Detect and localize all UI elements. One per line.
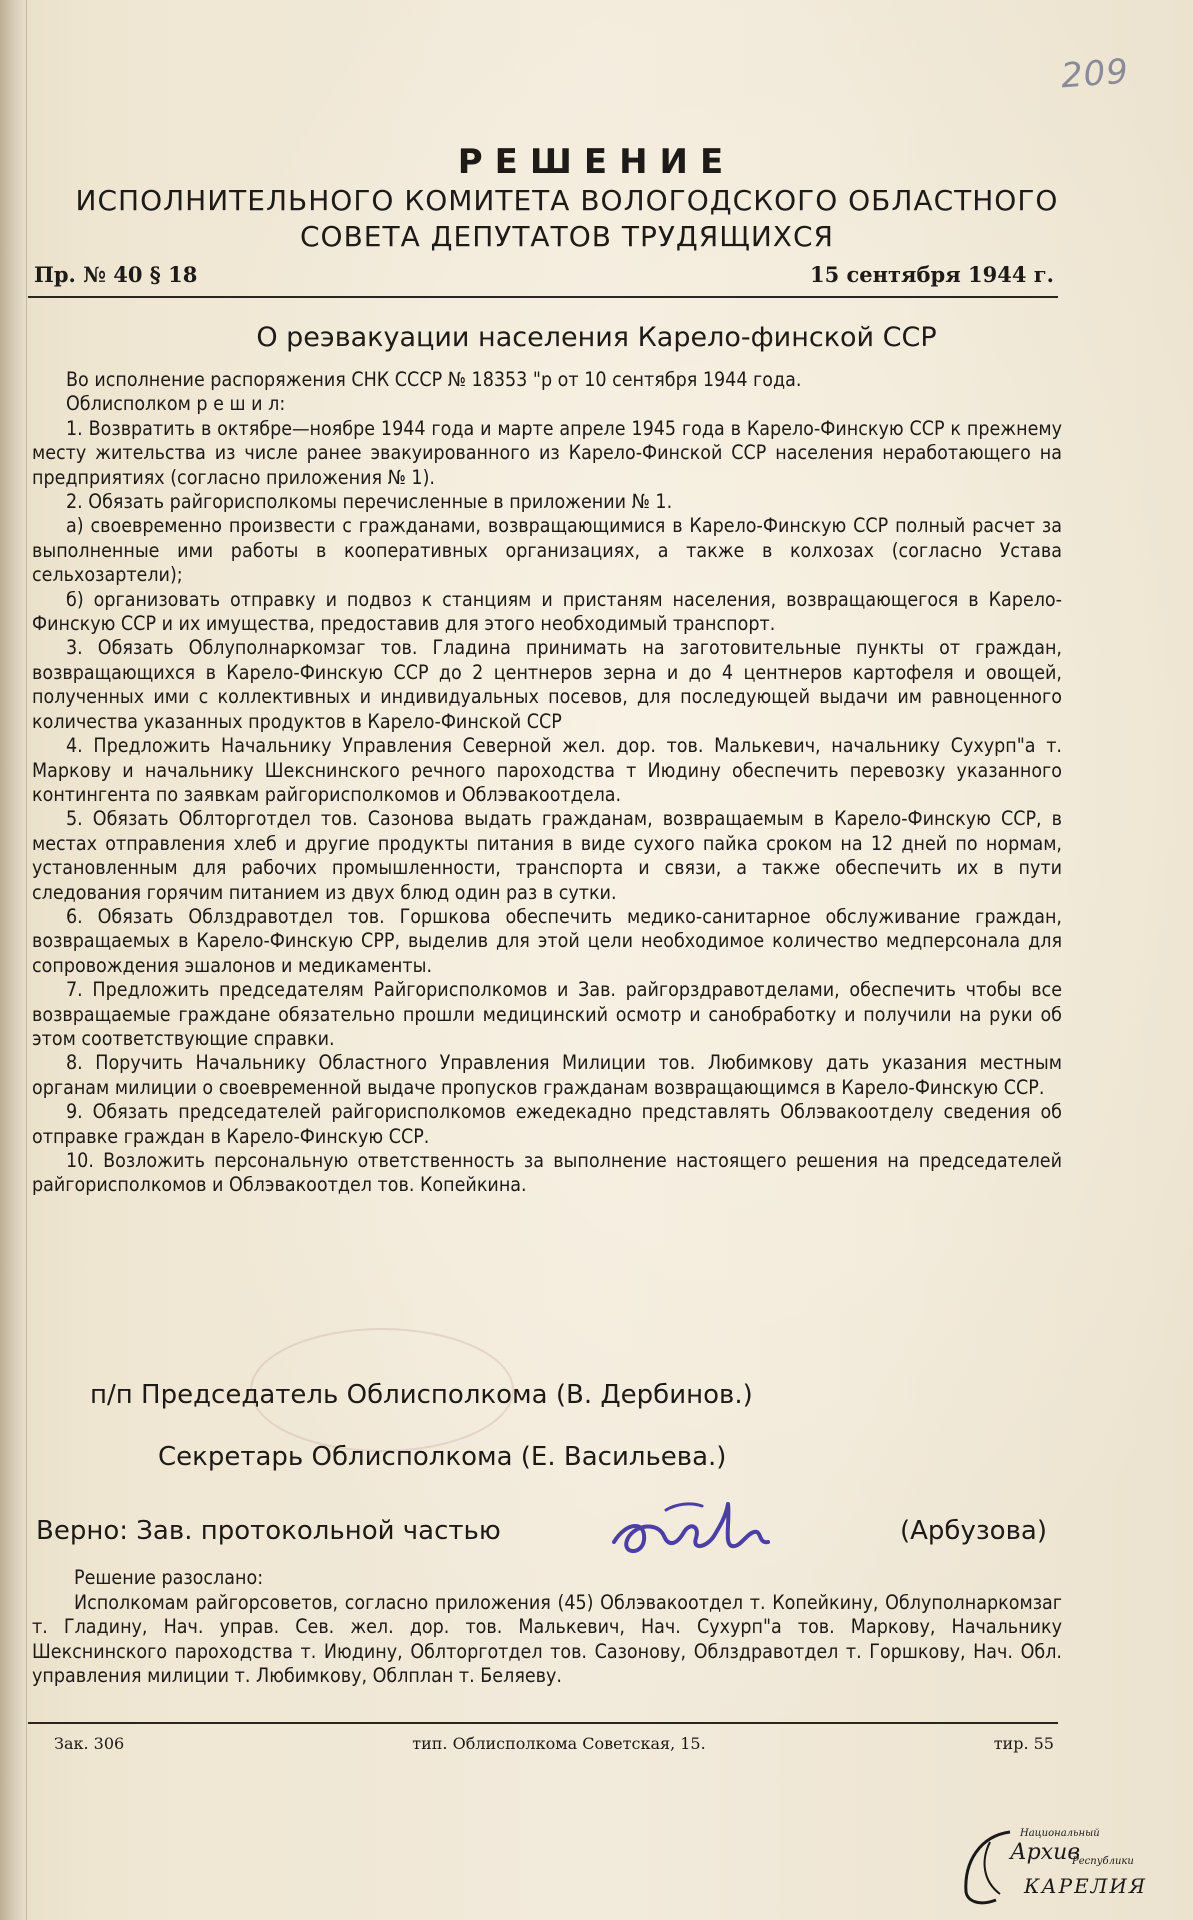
- distribution-block: [32, 1566, 1062, 1689]
- distribution-title: Решение разослано:: [74, 1566, 264, 1589]
- header-rule: [28, 296, 1058, 298]
- document-subtitle-line2: СОВЕТА ДЕПУТАТОВ ТРУДЯЩИХСЯ: [300, 220, 834, 253]
- document-date: 15 сентября 1944 г.: [809, 262, 1054, 287]
- body-paragraph: б) организовать отправку и подвоз к станциям и пристаням населения, возвращающегося в Карело-Финскую ССР и их имущества, предоставив для этого необходимый транспорт.: [32, 587, 1062, 636]
- protocol-row: [34, 262, 1054, 287]
- document-title: РЕШЕНИЕ: [457, 142, 736, 182]
- logo-text-national: Национальный: [1020, 1828, 1100, 1839]
- protocol-number: Пр. № 40 § 18: [34, 262, 198, 287]
- print-footer: [54, 1734, 1054, 1753]
- body-paragraph: 6. Обязать Облздравотдел тов. Горшкова обеспечить медико-санитарное обслуживание граждан, возвращаемых в Карело-Финскую СРР, выделив для этой цели необходимое количество медперсонала для сопровождения эшалонов и медикаменты.: [32, 904, 1062, 977]
- circulation: тир. 55: [993, 1734, 1054, 1753]
- logo-text-karelia: КАРЕЛИЯ: [1024, 1874, 1147, 1898]
- logo-text-republic: Республики: [1072, 1856, 1134, 1867]
- body-paragraph: 10. Возложить персональную ответственность за выполнение настоящего решения на председателей райгорисполкомов и Облэвакоотдел тов. Копейкина.: [32, 1149, 1062, 1197]
- body-paragraph: а) своевременно произвести с гражданами, возвращающимися в Карело-Финскую ССР полный расчет за выполненные ими работы в кооперативных организациях, а также в колхозах (согласно Устава сельхозартели);: [32, 514, 1062, 587]
- body-paragraph: 1. Возвратить в октябре—ноябре 1944 года и марте апреле 1945 года в Карело-Финскую ССР к прежнему месту жительства из числе ранее эвакуированного из Карело-Финской ССР населения неработающего на предприятиях (согласно приложения № 1).: [32, 416, 1062, 489]
- body-paragraph: 9. Обязать председателей райгорисполкомов ежедекадно представлять Облэвакоотделу сведения об отправке граждан в Карело-Финскую ССР.: [32, 1100, 1062, 1148]
- printer-info: тип. Облисполкома Советская, 15.: [412, 1734, 706, 1753]
- document-subject: О реэвакуации населения Карело-финской ССР: [256, 322, 937, 353]
- body-paragraph: 2. Обязать райгорисполкомы перечисленные в приложении № 1.: [66, 490, 673, 514]
- secretary-signature-line: Секретарь Облисполкома (Е. Васильева.): [158, 1442, 727, 1472]
- handwritten-signature: [606, 1482, 776, 1570]
- archive-page-number: 209: [1059, 51, 1131, 97]
- distribution-list: Исполкомам райгорсоветов, согласно приложения (45) Облэвакоотдел т. Копейкину, Облуполнаркомзаг т. Гладину, Нач. управ. Сев. жел. дор. тов. Малькевич, Нач. Сухурп"а тов. Маркову, Начальнику Шекснинского пароходства т. Июдину, Облторготдел тов. Сазонову, Облздравотдел т. Горшкову, Нач. Обл. управления милиции т. Любимкову, Облплан т. Беляеву.: [32, 1590, 1062, 1687]
- logo-quill-icon: [950, 1822, 1030, 1912]
- body-paragraph: 4. Предложить Начальнику Управления Северной жел. дор. тов. Малькевич, начальнику Сухурп"а т. Маркову и начальнику Шекснинского речного пароходства т Июдину обеспечить перевозку указанного контингента по заявкам райгорисполкомов и Облэвакоотдела.: [32, 734, 1062, 806]
- document-subtitle-line1: ИСПОЛНИТЕЛЬНОГО КОМИТЕТА ВОЛОГОДСКОГО ОБЛАСТНОГО: [75, 184, 1059, 217]
- footer-rule: [28, 1722, 1058, 1724]
- decision-body: [32, 368, 1062, 1198]
- body-paragraph: 3. Обязать Облуполнаркомзаг тов. Гладина принимать на заготовительные пункты от граждан, возвращающихся в Карело-Финскую ССР до 2 центнеров зерна и до 4 центнеров картофеля и овощей, полученных ими с коллективных и индивидуальных посевов, для последующей выдачи им равноценного количества указанных продуктов в Карело-Финской ССР: [32, 636, 1062, 733]
- verifier-name: (Арбузова): [900, 1516, 1047, 1546]
- logo-text-archive: Архив: [1010, 1840, 1081, 1865]
- body-paragraph: Во исполнение распоряжения СНК СССР № 18353 "р от 10 сентября 1944 года.: [66, 368, 802, 391]
- archive-logo: [950, 1822, 1170, 1912]
- chairman-signature-line: п/п Председатель Облисполкома (В. Дербинов.): [90, 1380, 753, 1410]
- binding-edge: [0, 0, 27, 1920]
- body-paragraph: 5. Обязать Облторготдел тов. Сазонова выдать гражданам, возвращаемым в Карело-Финскую ССР, в местах отправления хлеб и другие продукты питания в виде сухого пайка сроком на 12 дней по нормам, установленным для рабочих промышленности, транспорта и связи, а также обеспечить их в пути следования горячим питанием из двух блюд один раз в сутки.: [32, 807, 1062, 904]
- body-paragraph: Облисполком р е ш и л:: [66, 392, 286, 416]
- verification-line: Верно: Зав. протокольной частью: [36, 1516, 501, 1546]
- body-paragraph: 8. Поручить Начальнику Областного Управления Милиции тов. Любимкову дать указания местным органам милиции о своевременной выдаче пропусков гражданам возвращающимся в Карело-Финскую ССР.: [32, 1051, 1062, 1099]
- body-paragraph: 7. Предложить председателям Райгорисполкомов и Зав. райгорздравотделами, обеспечить чтобы все возвращаемые граждане обязательно прошли медицинский осмотр и санобработку и получили на руки об этом соответствующие справки.: [32, 978, 1062, 1050]
- order-number: Зак. 306: [54, 1734, 125, 1753]
